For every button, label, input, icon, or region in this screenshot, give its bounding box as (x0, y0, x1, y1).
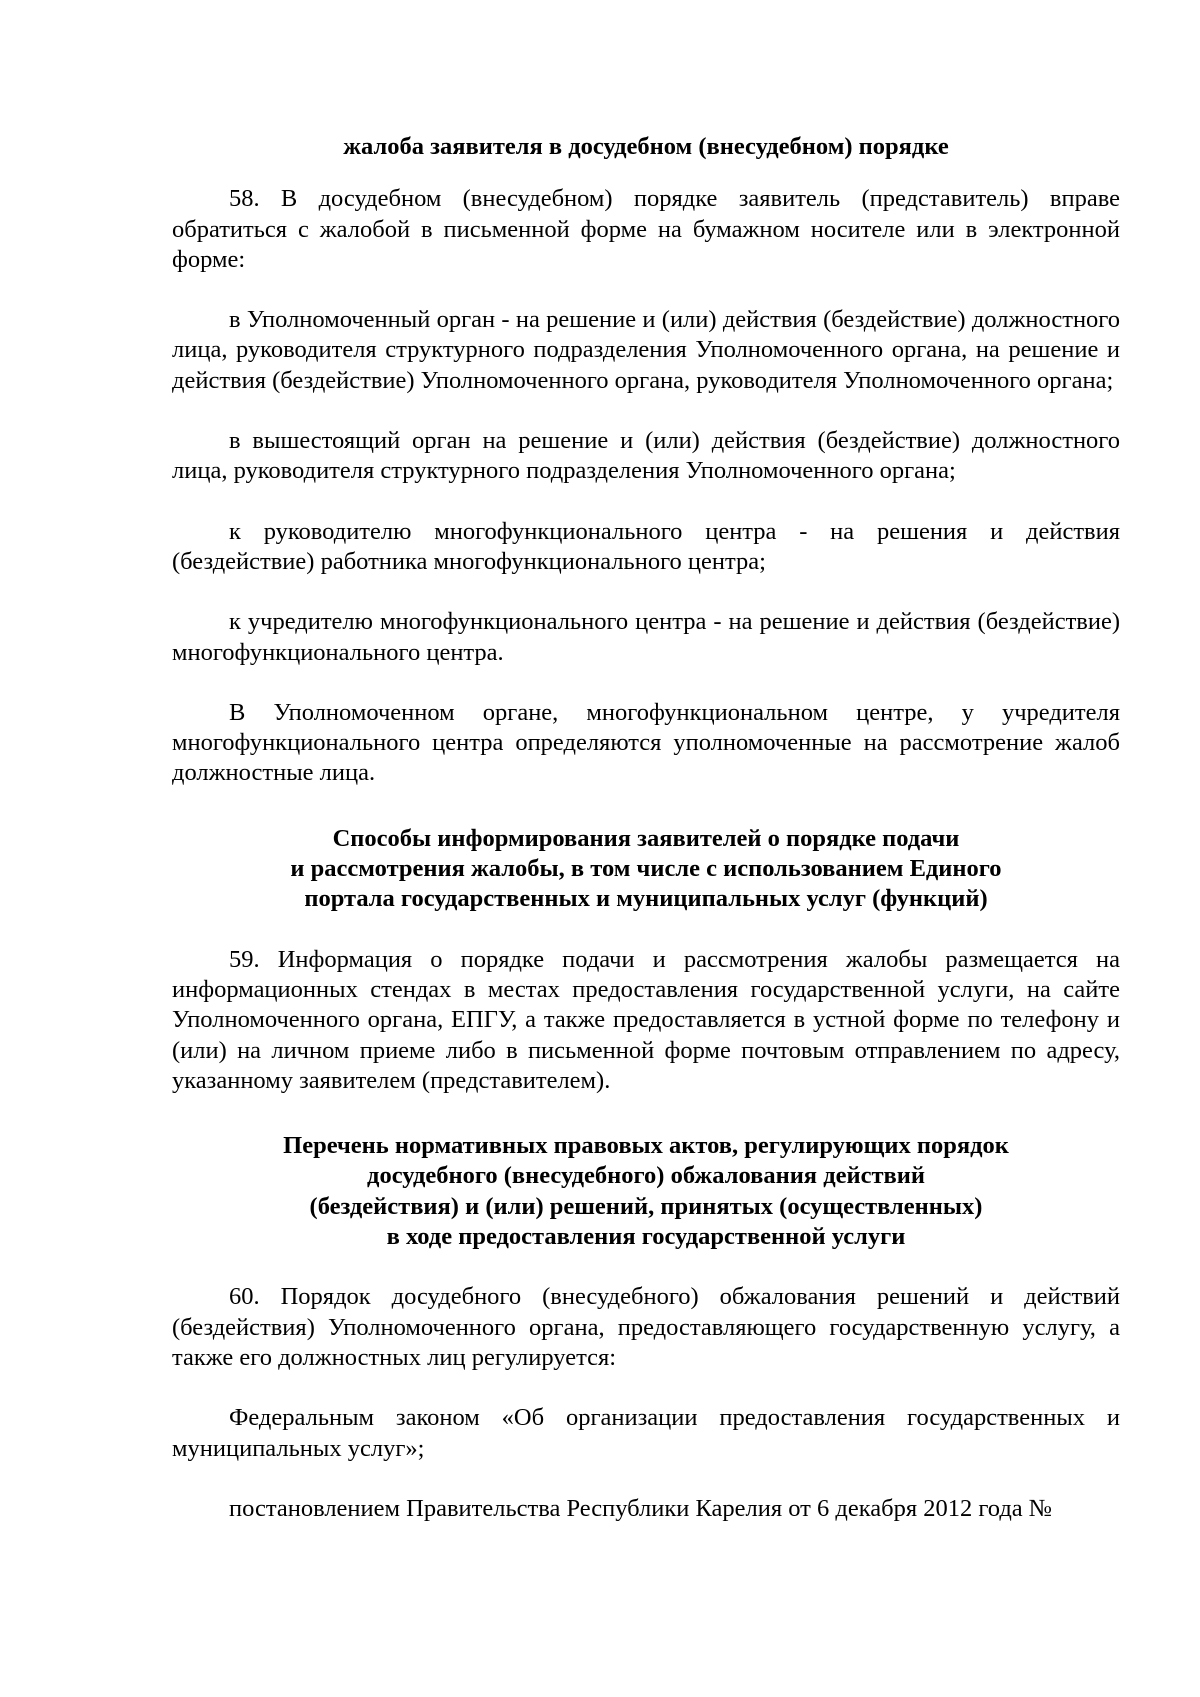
paragraph-60: 60. Порядок досудебного (внесудебного) обжалования решений и действий (бездействия) Уполномоченного органа, предоставляющего государственную услугу, а также его должностных лиц регулируется: (172, 1283, 1120, 1371)
section-heading-complaint (172, 132, 1120, 162)
list-item-federal-law: Федеральным законом «Об организации предоставления государственных и муниципальных услуг»; (172, 1404, 1120, 1462)
heading-line: досудебного (внесудебного) обжалования действий (367, 1162, 925, 1190)
paragraph-59: 59. Информация о порядке подачи и рассмотрения жалобы размещается на информационных стендах в местах предоставления государственной услуги, на сайте Уполномоченного органа, ЕПГУ, а также предоставляется в устной форме по телефону и (или) на личном приеме либо в письменной форме почтовым отправлением по адресу, указанному заявителем (представителем). (172, 945, 1120, 1094)
list-item-government-resolution: постановлением Правительства Республики Карелия от 6 декабря 2012 года № (229, 1494, 1053, 1522)
document-page (172, 132, 1120, 1524)
heading-line: портала государственных и муниципальных услуг (функций) (304, 885, 988, 913)
heading-line: Перечень нормативных правовых актов, регулирующих порядок (283, 1132, 1009, 1160)
section-heading-legal-acts (172, 1131, 1120, 1252)
heading-line: в ходе предоставления государственной услуги (386, 1223, 906, 1251)
heading-line: Способы информирования заявителей о порядке подачи (332, 824, 960, 852)
heading-line: (бездействия) и (или) решений, принятых (осуществленных) (309, 1192, 983, 1220)
heading-line: жалоба заявителя в досудебном (внесудебном) порядке (343, 133, 949, 160)
list-item-mfc-founder: к учредителю многофункционального центра - на решение и действия (бездействие) многофункционального центра. (172, 608, 1120, 666)
paragraph-58: 58. В досудебном (внесудебном) порядке заявитель (представитель) вправе обратиться с жалобой в письменной форме на бумажном носителе или в электронной форме: (172, 185, 1120, 273)
heading-line: и рассмотрения жалобы, в том числе с использованием Единого (290, 855, 1002, 883)
list-item-authorized-body: в Уполномоченный орган - на решение и (или) действия (бездействие) должностного лица, руководителя структурного подразделения Уполномоченного органа, на решение и действия (бездействие) Уполномоченного органа, руководителя Уполномоченного органа; (172, 306, 1120, 394)
list-item-higher-body: в вышестоящий орган на решение и (или) действия (бездействие) должностного лица, руководителя структурного подразделения Уполномоченного органа; (172, 427, 1120, 485)
section-heading-informing (172, 824, 1120, 915)
list-item-mfc-head: к руководителю многофункционального центра - на решения и действия (бездействие) работника многофункционального центра; (172, 517, 1120, 575)
paragraph-responsible-officials: В Уполномоченном органе, многофункциональном центре, у учредителя многофункционального центра определяются уполномоченные на рассмотрение жалоб должностные лица. (172, 698, 1120, 787)
